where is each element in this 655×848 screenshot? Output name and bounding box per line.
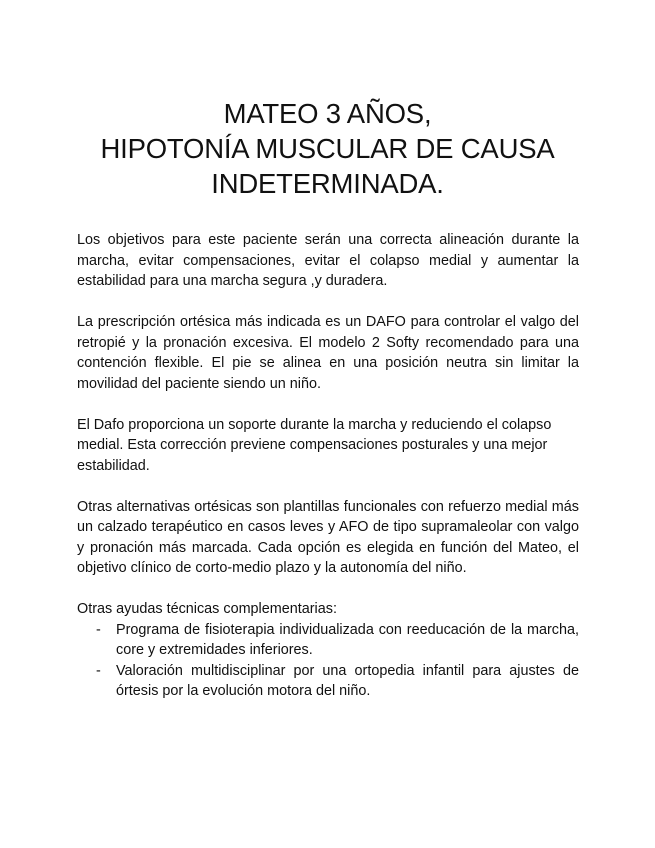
document-title <box>40 96 615 201</box>
list-item <box>77 620 579 661</box>
list-item-text: Programa de fisioterapia individualizada con reeducación de la marcha, core y extremidades inferiores. <box>116 621 579 658</box>
paragraph-objectives: Los objetivos para este paciente serán una correcta alineación durante la marcha, evitar compensaciones, evitar el colapso medial y aumentar la estabilidad para una marcha segura ,y duradera. <box>77 232 579 289</box>
document-body <box>77 230 579 702</box>
list-item-text: Valoración multidisciplinar por una ortopedia infantil para ajustes de órtesis por la evolución motora del niño. <box>116 662 579 699</box>
title-line-2: HIPOTONÍA MUSCULAR DE CAUSA <box>100 133 555 164</box>
paragraph-alternatives: Otras alternativas ortésicas son plantillas funcionales con refuerzo medial más un calzado terapéutico en casos leves y AFO de tipo supramaleolar con valgo y pronación más marcada. Cada opción es elegida en función del Mateo, el objetivo clínico de corto-medio plazo y la autonomía del niño. <box>77 498 579 576</box>
paragraph-dafo-support: El Dafo proporciona un soporte durante la marcha y reduciendo el colapso medial. Esta corrección previene compensaciones posturales y una mejor estabilidad. <box>77 416 552 474</box>
title-line-1: MATEO 3 AÑOS, <box>223 98 432 129</box>
list-bullet: - <box>96 621 101 638</box>
aids-section <box>77 599 579 702</box>
paragraph-prescription: La prescripción ortésica más indicada es un DAFO para controlar el valgo del retropié y la pronación excesiva. El modelo 2 Softy recomendado para una contención flexible. El pie se alinea en una posición neutra sin limitar la movilidad del paciente siendo un niño. <box>77 314 579 392</box>
aids-heading: Otras ayudas técnicas complementarias: <box>77 601 337 617</box>
list-item <box>77 661 579 702</box>
list-bullet: - <box>96 662 101 679</box>
aids-list <box>77 620 579 702</box>
title-line-3: INDETERMINADA. <box>211 168 444 199</box>
